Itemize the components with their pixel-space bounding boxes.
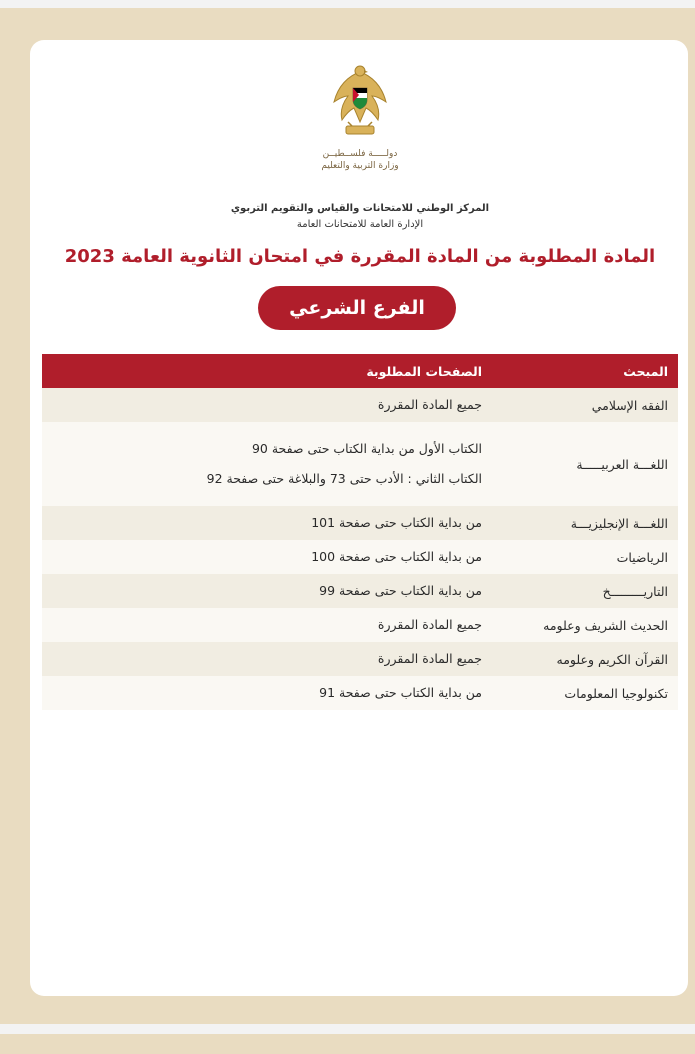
ministry-name: وزارة التربية والتعليم — [321, 161, 399, 171]
bottom-strip — [0, 1024, 695, 1034]
department-name: الإدارة العامة للامتحانات العامة — [296, 219, 424, 230]
pages-text: من بداية الكتاب حتى صفحة 101 — [311, 515, 482, 530]
table-row — [42, 388, 678, 422]
row-pages — [42, 506, 498, 540]
row-pages — [42, 642, 498, 676]
top-strip — [0, 0, 695, 8]
pages-text: الكتاب الأول من بداية الكتاب حتى صفحة 90 — [251, 441, 482, 456]
row-subject: اللغـــة العربيـــــة — [576, 456, 668, 472]
pages-text: جميع المادة المقررة — [377, 651, 482, 666]
table-row — [42, 642, 678, 676]
row-pages — [42, 388, 498, 422]
table-row — [42, 574, 678, 608]
page-title: المادة المطلوبة من المادة المقررة في امتحان الثانوية العامة 2023 — [64, 246, 656, 267]
header-subject: المبحث — [623, 363, 668, 379]
table-row — [42, 676, 678, 710]
pages-text: جميع المادة المقررة — [377, 617, 482, 632]
row-subject: الفقه الإسلامي — [591, 397, 668, 413]
header-pages: الصفحات المطلوبة — [366, 363, 482, 379]
table-row — [42, 608, 678, 642]
row-subject: القرآن الكريم وعلومه — [556, 651, 668, 667]
row-pages — [42, 608, 498, 642]
row-pages — [42, 540, 498, 574]
row-pages — [42, 434, 498, 494]
branch-badge: الفرع الشرعي — [258, 286, 456, 330]
table-row — [42, 422, 678, 506]
row-subject: الرياضيات — [616, 549, 668, 565]
row-subject: التاريـــــــــخ — [602, 583, 668, 599]
table-header — [42, 354, 678, 388]
pages-text: من بداية الكتاب حتى صفحة 99 — [319, 583, 482, 598]
pages-text: جميع المادة المقررة — [377, 397, 482, 412]
row-pages — [42, 574, 498, 608]
row-subject: تكنولوجيا المعلومات — [564, 685, 668, 701]
row-subject: الحديث الشريف وعلومه — [543, 617, 668, 633]
pages-text: من بداية الكتاب حتى صفحة 100 — [311, 549, 482, 564]
pages-text: من بداية الكتاب حتى صفحة 91 — [319, 685, 482, 700]
row-subject: اللغـــة الإنجليزيـــة — [570, 515, 668, 531]
table-row — [42, 506, 678, 540]
table-row — [42, 540, 678, 574]
state-name: دولـــــة فلســطيــن — [322, 149, 398, 159]
center-name: المركز الوطني للامتحانات والقياس والتقويم التربوي — [230, 203, 490, 214]
pages-text: الكتاب الثاني : الأدب حتى 73 والبلاغة حتى صفحة 92 — [206, 471, 482, 486]
subjects-table — [42, 354, 678, 710]
row-pages — [42, 676, 498, 710]
palestine-eagle-emblem-icon — [328, 62, 392, 140]
